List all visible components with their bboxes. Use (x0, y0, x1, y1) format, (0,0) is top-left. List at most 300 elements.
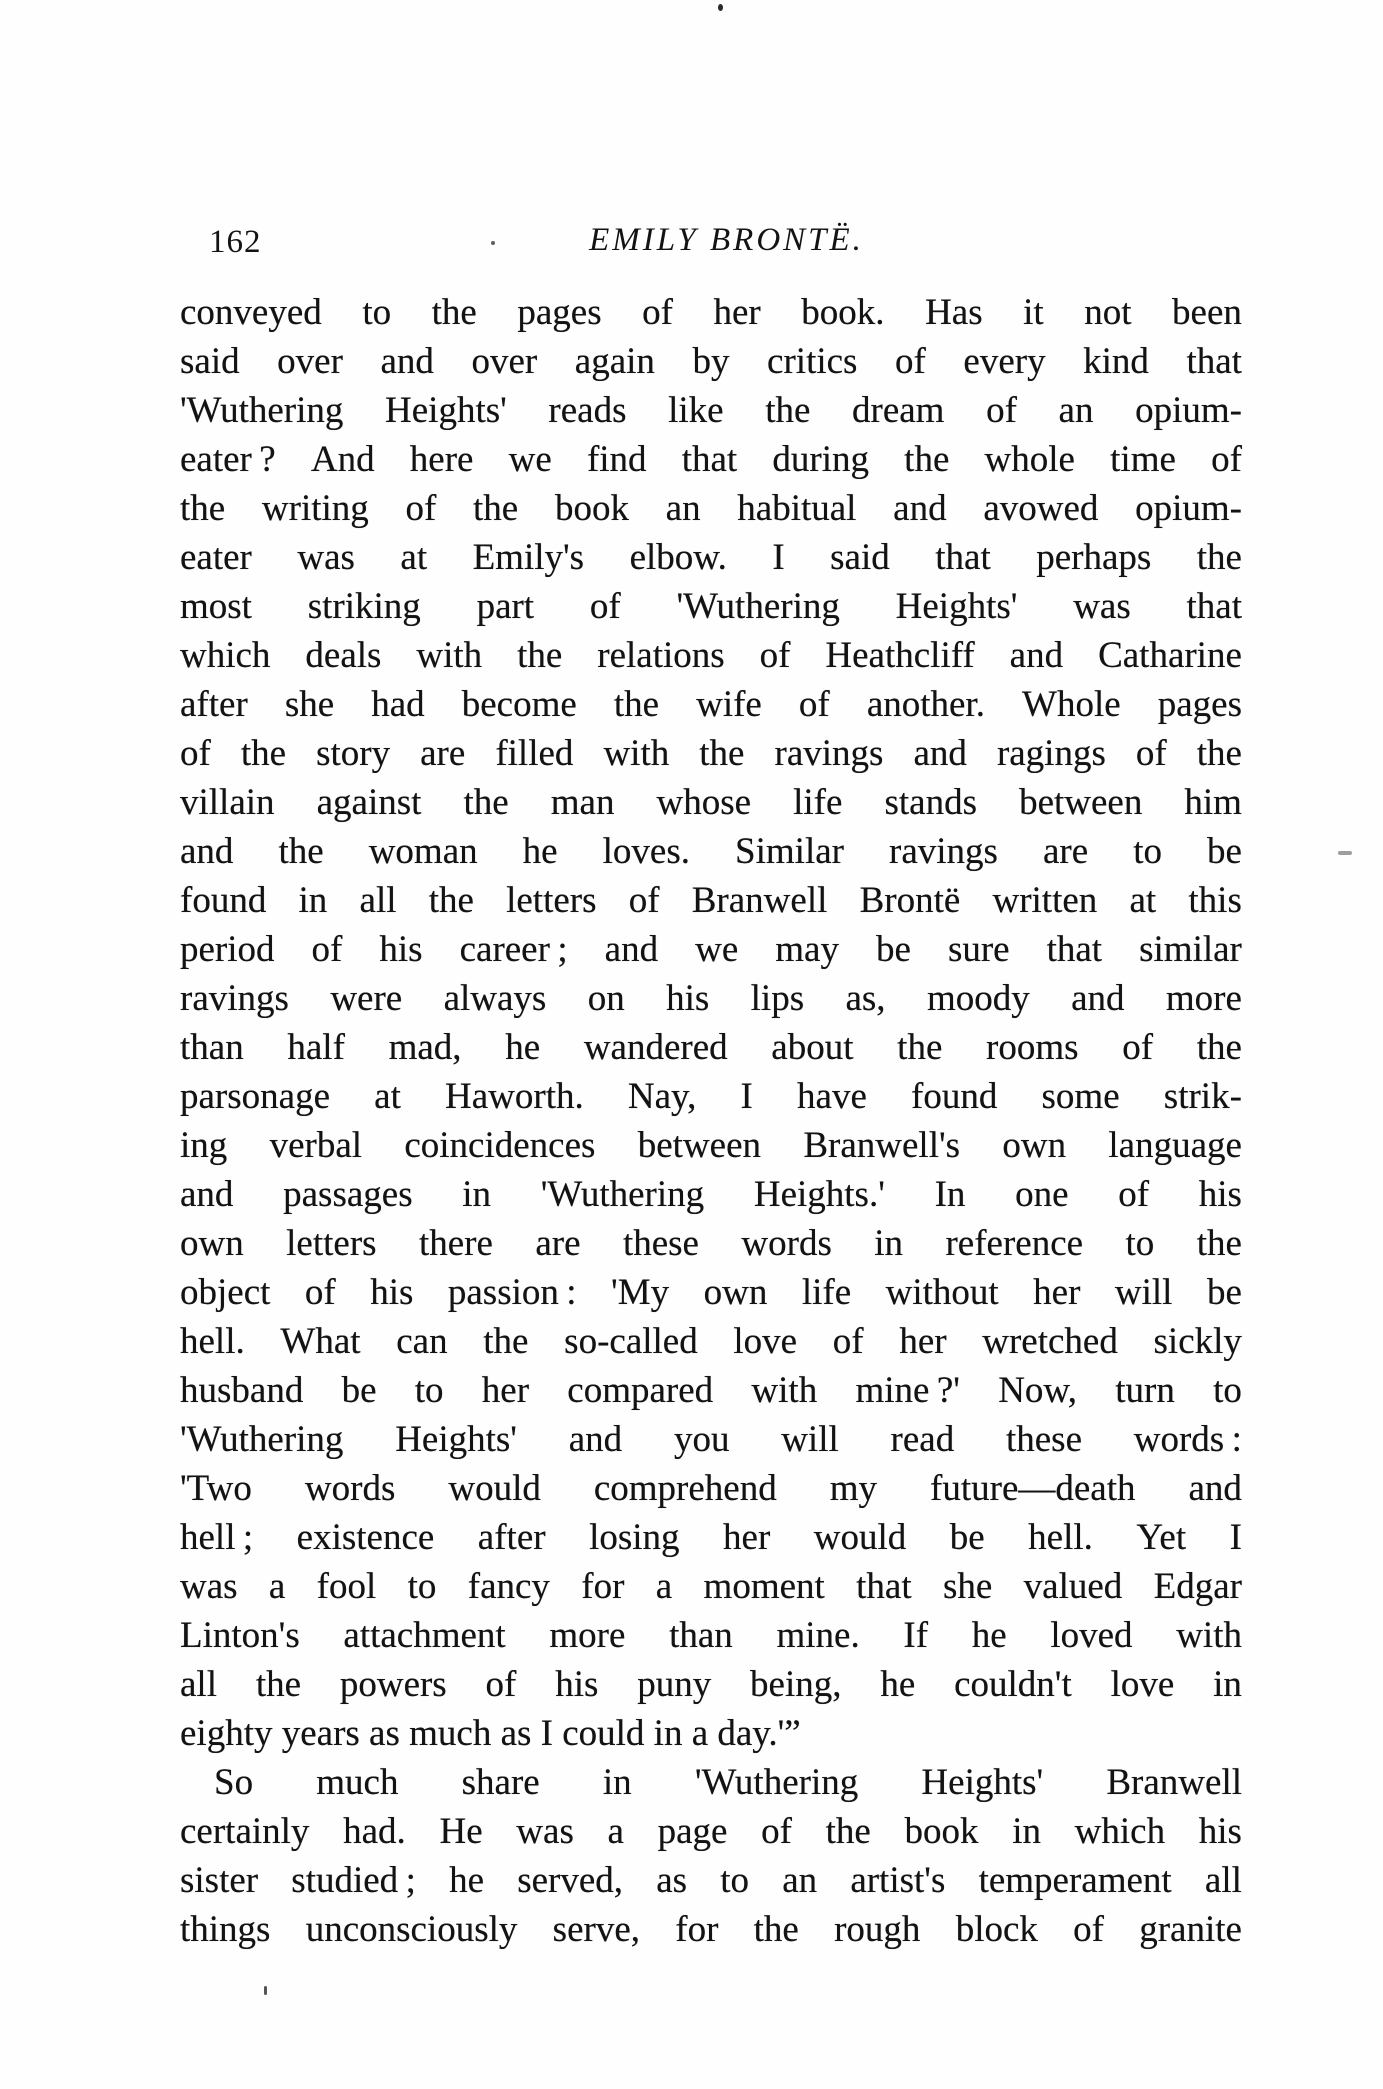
word: temperament (978, 1860, 1172, 1901)
text-line (180, 729, 1242, 778)
text-line (180, 925, 1242, 974)
word: parsonage (180, 1076, 330, 1117)
word: these (622, 1223, 699, 1264)
word: after (477, 1517, 546, 1558)
word: life (801, 1272, 852, 1313)
word: 'Wuthering (676, 586, 840, 627)
word: Now, (998, 1370, 1077, 1411)
word: the (1196, 733, 1242, 774)
word: avowed (983, 488, 1099, 529)
word: of (485, 1664, 517, 1705)
word: the (904, 439, 950, 480)
word: the (753, 1909, 799, 1950)
word: wretched (982, 1321, 1118, 1362)
word: much (316, 1762, 399, 1803)
word: He (439, 1811, 483, 1852)
word: in (602, 1762, 632, 1803)
word: to (414, 1370, 444, 1411)
text-line (180, 1660, 1242, 1709)
word: in (462, 1174, 492, 1215)
word: and (380, 341, 434, 382)
word: all (180, 1664, 217, 1705)
word: between (637, 1125, 762, 1166)
word: the (483, 1321, 529, 1362)
word: certainly (180, 1811, 310, 1852)
word: was (516, 1811, 574, 1852)
word: turn (1115, 1370, 1175, 1411)
word: Heights.' (753, 1174, 885, 1215)
word: most (180, 586, 252, 627)
word: his (379, 929, 423, 970)
word: own (703, 1272, 768, 1313)
word: to (407, 1566, 437, 1607)
word: at (1129, 880, 1157, 921)
word: similar (1139, 929, 1242, 970)
word: Heights' (921, 1762, 1044, 1803)
word: the (1196, 537, 1242, 578)
word: not (1084, 292, 1132, 333)
word: language (1108, 1125, 1242, 1166)
word: of (311, 929, 343, 970)
word: 'Two (180, 1468, 252, 1509)
word: the (473, 488, 519, 529)
text-line (180, 1415, 1242, 1464)
word: the (431, 292, 477, 333)
word: career ; (459, 929, 568, 970)
word: after (180, 684, 248, 725)
word: love (733, 1321, 798, 1362)
word: What (280, 1321, 361, 1362)
word: as, (845, 978, 886, 1019)
text-line (180, 1513, 1242, 1562)
word: of (405, 488, 437, 529)
word: she (284, 684, 335, 725)
word: whose (656, 782, 752, 823)
word: with (751, 1370, 818, 1411)
word: of (761, 1811, 792, 1852)
word: can (396, 1321, 448, 1362)
word: his (370, 1272, 414, 1313)
word: will (1114, 1272, 1173, 1313)
word: my (829, 1468, 878, 1509)
word: to (362, 292, 392, 333)
word: between (1019, 782, 1143, 823)
word: striking (307, 586, 421, 627)
word: over (471, 341, 538, 382)
word: one (1015, 1174, 1069, 1215)
word: an (1058, 390, 1094, 431)
text-line (180, 1562, 1242, 1611)
word: during (772, 439, 869, 480)
word: of (180, 733, 211, 774)
word: Heights' (385, 390, 507, 431)
text-line (180, 1807, 1242, 1856)
word: always (443, 978, 547, 1019)
page-text (180, 288, 1242, 1954)
word: Yet (1136, 1517, 1187, 1558)
word: hell. (1028, 1517, 1093, 1558)
word: Branwell's (803, 1125, 961, 1166)
word: and (1071, 978, 1125, 1019)
word: words : (1133, 1419, 1242, 1460)
word: the (897, 1027, 943, 1068)
word: had. (343, 1811, 406, 1852)
word: be (341, 1370, 377, 1411)
word: Nay, (627, 1076, 697, 1117)
text-line (180, 1856, 1242, 1905)
word: be (1207, 831, 1242, 872)
word: villain (180, 782, 275, 823)
word: mine. (776, 1615, 860, 1656)
word: Catharine (1098, 635, 1242, 676)
word: rooms (986, 1027, 1079, 1068)
word: had (371, 684, 425, 725)
word: every (963, 341, 1046, 382)
word: without (885, 1272, 999, 1313)
word: in (298, 880, 328, 921)
word: moody (926, 978, 1030, 1019)
word: to (1213, 1370, 1242, 1411)
word: to (1133, 831, 1162, 872)
word: for (581, 1566, 625, 1607)
word: share (461, 1762, 540, 1803)
text-line (180, 1121, 1242, 1170)
word: of (759, 635, 791, 676)
word: that (1186, 586, 1242, 627)
word: comprehend (593, 1468, 777, 1509)
word: with (603, 733, 670, 774)
word: we (695, 929, 739, 970)
word: book (554, 488, 629, 529)
word: there (418, 1223, 493, 1264)
word: Heights' (895, 586, 1018, 627)
word: attachment (343, 1615, 506, 1656)
word: I (740, 1076, 753, 1117)
word: eater ? (180, 439, 276, 480)
word: and (180, 831, 234, 872)
word: so-called (564, 1321, 698, 1362)
word: he (522, 831, 558, 872)
word: of (986, 390, 1017, 431)
word: the (428, 880, 474, 921)
word: the (240, 733, 287, 774)
scan-speck (264, 1986, 267, 1995)
word: about (771, 1027, 854, 1068)
word: for (675, 1909, 719, 1950)
word: of (895, 341, 926, 382)
word: said (180, 341, 240, 382)
word: her (481, 1370, 530, 1411)
word: the (765, 390, 811, 431)
word: moment (703, 1566, 825, 1607)
word: perhaps (1036, 537, 1152, 578)
word: woman (368, 831, 478, 872)
scan-speck (1338, 851, 1352, 855)
word: that (1046, 929, 1103, 970)
text-line: eighty years as much as I could in a day.'” (180, 1713, 801, 1754)
word: her (1033, 1272, 1081, 1313)
word: deals (305, 635, 382, 676)
text-line (180, 1464, 1242, 1513)
word: will (781, 1419, 839, 1460)
word: habitual (737, 488, 857, 529)
word: puny (637, 1664, 712, 1705)
word: coincidences (404, 1125, 596, 1166)
word: reference (945, 1223, 1084, 1264)
word: Edgar (1153, 1566, 1242, 1607)
word: found (180, 880, 267, 921)
text-line (180, 778, 1242, 827)
word: an (665, 488, 701, 529)
word: relations (597, 635, 725, 676)
word: loved (1050, 1615, 1133, 1656)
word: wandered (583, 1027, 728, 1068)
word: passion : (447, 1272, 577, 1313)
word: of (304, 1272, 336, 1313)
word: been (1172, 292, 1242, 333)
word: life (793, 782, 843, 823)
running-title: EMILY BRONTË. (589, 222, 864, 258)
word: and (913, 733, 967, 774)
word: with (1176, 1615, 1242, 1656)
word: he (505, 1027, 541, 1068)
word: a (268, 1566, 286, 1607)
word: of (642, 292, 673, 333)
word: more (549, 1615, 626, 1656)
word: are (535, 1223, 581, 1264)
word: against (316, 782, 422, 823)
word: it (1023, 292, 1044, 333)
word: serve, (552, 1909, 640, 1950)
word: all (1204, 1860, 1242, 1901)
word: would (813, 1517, 907, 1558)
word: would (448, 1468, 541, 1509)
word: read (890, 1419, 955, 1460)
word: than (669, 1615, 733, 1656)
word: of (628, 880, 660, 921)
word: her (723, 1517, 771, 1558)
text-line (180, 1905, 1242, 1954)
word: things (180, 1909, 271, 1950)
word: Branwell (1106, 1762, 1242, 1803)
text-line (180, 1366, 1242, 1415)
word: strik- (1163, 1076, 1242, 1117)
word: fool (316, 1566, 377, 1607)
text-line (180, 533, 1242, 582)
page-number: 162 (209, 224, 262, 260)
word: are (420, 733, 466, 774)
text-line (180, 582, 1242, 631)
word: letters (286, 1223, 377, 1264)
word: the (517, 635, 563, 676)
scan-speck (718, 4, 723, 11)
text-line (180, 1072, 1242, 1121)
word: she (942, 1566, 993, 1607)
word: of (832, 1321, 864, 1362)
word: the (613, 684, 660, 725)
word: losing (589, 1517, 680, 1558)
word: at (374, 1076, 401, 1117)
word: be (875, 929, 911, 970)
word: to (1125, 1223, 1155, 1264)
word: in (1012, 1811, 1041, 1852)
word: his (1198, 1174, 1242, 1215)
word: by (692, 341, 730, 382)
word: ravings (774, 733, 884, 774)
word: fancy (467, 1566, 550, 1607)
word: I (1229, 1517, 1242, 1558)
word: wife (696, 684, 762, 725)
word: part (476, 586, 535, 627)
word: in (874, 1223, 904, 1264)
word: was (1073, 586, 1131, 627)
word: which (1074, 1811, 1166, 1852)
word: his (555, 1664, 599, 1705)
word: of (1211, 439, 1242, 480)
word: stands (884, 782, 977, 823)
word: sure (947, 929, 1010, 970)
word: a (607, 1811, 624, 1852)
word: Haworth. (445, 1076, 584, 1117)
text-line (180, 484, 1242, 533)
word: artist's (850, 1860, 946, 1901)
word: become (461, 684, 577, 725)
word: the (825, 1811, 871, 1852)
word: that (856, 1566, 912, 1607)
word: own (1002, 1125, 1067, 1166)
text-line (180, 1170, 1242, 1219)
word: hell. (180, 1321, 245, 1362)
word: book (904, 1811, 979, 1852)
word: have (797, 1076, 867, 1117)
word: hell ; (180, 1517, 254, 1558)
word: the (463, 782, 509, 823)
word: he (880, 1664, 916, 1705)
text-line (180, 974, 1242, 1023)
word: So (214, 1762, 254, 1803)
running-head (0, 222, 1383, 266)
word: ravings (180, 978, 289, 1019)
word: ragings (996, 733, 1106, 774)
word: sister (180, 1860, 259, 1901)
word: mine ?' (855, 1370, 960, 1411)
word: page (657, 1811, 728, 1852)
word: If (903, 1615, 929, 1656)
word: be (949, 1517, 985, 1558)
word: his (666, 978, 710, 1019)
text-line (180, 435, 1242, 484)
word: Has (925, 292, 983, 333)
text-line (180, 386, 1242, 435)
word: of (589, 586, 621, 627)
word: her (899, 1321, 947, 1362)
word: love (1110, 1664, 1175, 1705)
word: her (713, 292, 761, 333)
word: unconsciously (305, 1909, 518, 1950)
word: more (1165, 978, 1242, 1019)
word: powers (339, 1664, 447, 1705)
word: and (893, 488, 947, 529)
word: story (316, 733, 391, 774)
word: of (1135, 733, 1167, 774)
word: on (587, 978, 625, 1019)
word: Linton's (180, 1615, 300, 1656)
word: of (798, 684, 830, 725)
word: all (359, 880, 397, 921)
word: Whole (1022, 684, 1121, 725)
word: the (255, 1664, 302, 1705)
word: and (180, 1174, 234, 1215)
word: half (287, 1027, 345, 1068)
word: here (409, 439, 474, 480)
word: that (1186, 341, 1242, 382)
word: at (400, 537, 428, 578)
word: him (1184, 782, 1242, 823)
word: Emily's (472, 537, 585, 578)
word: own (180, 1223, 244, 1264)
word: ravings (889, 831, 998, 872)
text-line (180, 631, 1242, 680)
word: rough (834, 1909, 921, 1950)
word: writing (261, 488, 369, 529)
word: that (935, 537, 991, 578)
word: Branwell (691, 880, 828, 921)
word: whole (984, 439, 1075, 480)
text-line (180, 680, 1242, 729)
word: Similar (735, 831, 844, 872)
word: 'Wuthering (694, 1762, 859, 1803)
word: pages (517, 292, 602, 333)
word: of (1073, 1909, 1104, 1950)
word: may (775, 929, 839, 970)
word: another. (866, 684, 985, 725)
word: conveyed (180, 292, 322, 333)
word: pages (1157, 684, 1242, 725)
word: elbow. (629, 537, 727, 578)
text-line (180, 1611, 1242, 1660)
word: of (1122, 1027, 1154, 1068)
word: to (720, 1860, 749, 1901)
word: be (1206, 1272, 1242, 1313)
word: Heathcliff (825, 635, 975, 676)
word: his (1198, 1811, 1242, 1852)
word: in (1213, 1664, 1242, 1705)
word: loves. (602, 831, 690, 872)
word: critics (767, 341, 858, 382)
word: 'Wuthering (180, 390, 344, 431)
word: couldn't (954, 1664, 1072, 1705)
word: like (668, 390, 724, 431)
word: existence (296, 1517, 435, 1558)
word: was (180, 1566, 238, 1607)
text-line (180, 1268, 1242, 1317)
word: he (971, 1615, 1007, 1656)
word: the (180, 488, 226, 529)
word: verbal (269, 1125, 363, 1166)
word: this (1188, 880, 1242, 921)
word: 'My (611, 1272, 670, 1313)
word: eater (180, 537, 252, 578)
word: lips (750, 978, 805, 1019)
word: ing (180, 1125, 228, 1166)
word: with (416, 635, 483, 676)
word: granite (1139, 1909, 1242, 1950)
word: dream (852, 390, 945, 431)
text-line (180, 827, 1242, 876)
word: an (782, 1860, 818, 1901)
word: filled (495, 733, 574, 774)
word: period (180, 929, 275, 970)
